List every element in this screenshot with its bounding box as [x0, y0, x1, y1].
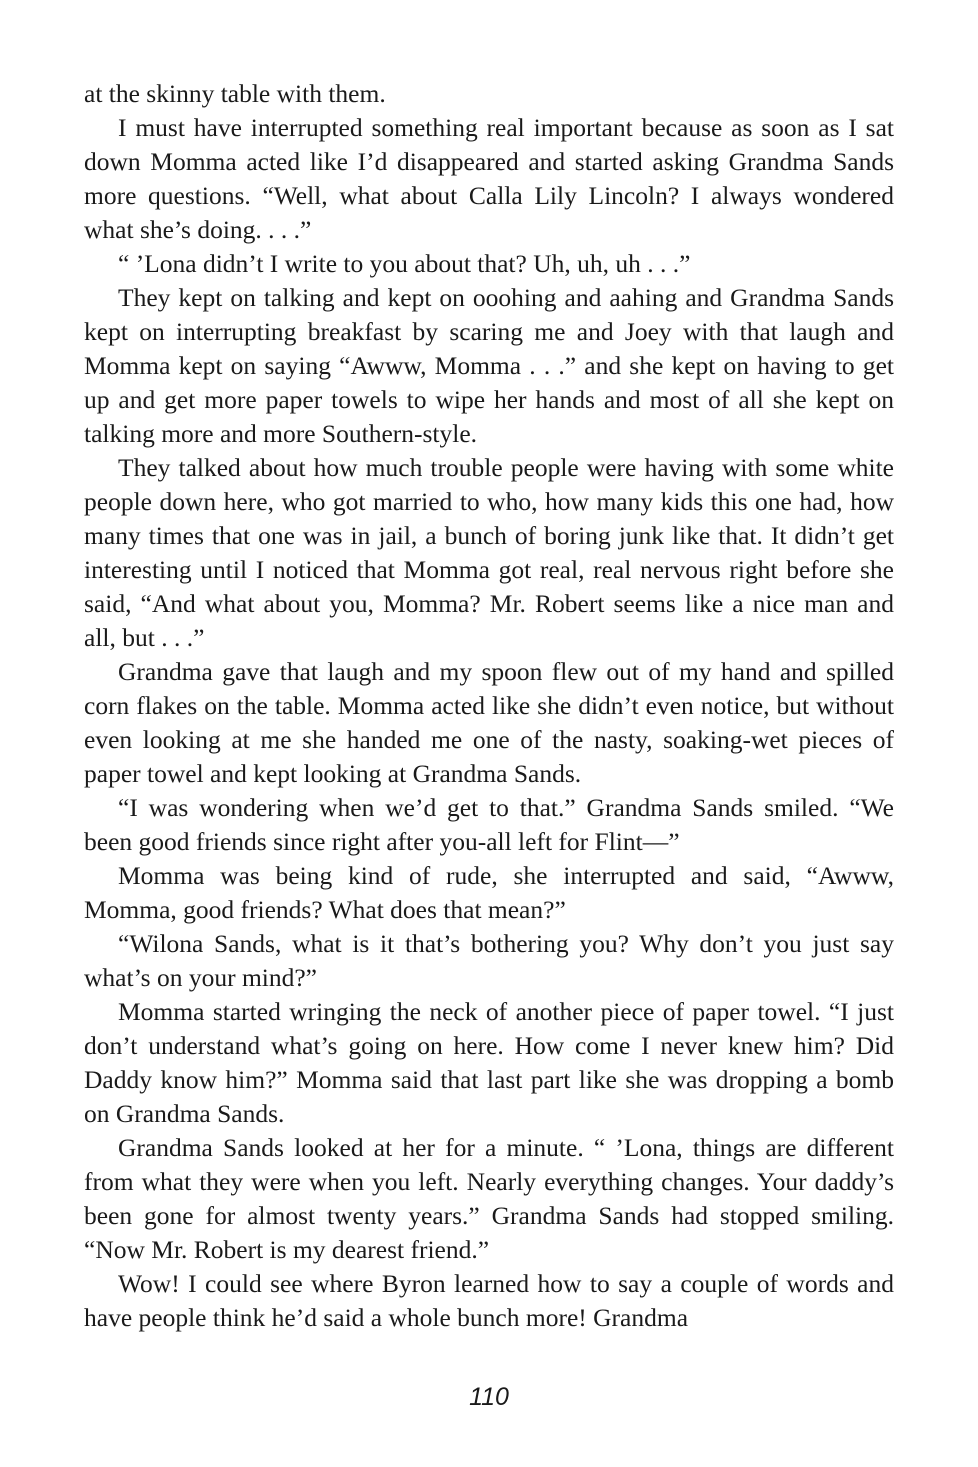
paragraph-4: They kept on talking and kept on ooohing and aahing and Grandma Sands kept on interrupting breakfast by scaring me and Joey with that laugh and Momma kept on saying “Awww, Momma . . .” and she kept on having to get up and get more paper towels to wipe her hands and most of all she kept on talking more and more Southern-style.	[84, 283, 894, 448]
page-number: 110	[469, 1383, 509, 1411]
paragraph-10: Momma started wringing the neck of another piece of paper towel. “I just don’t understand what’s going on here. How come I never knew him? Did Daddy know him?” Momma said that last part like she was dropping a bomb on Grandma Sands.	[84, 997, 894, 1128]
paragraph-9: “Wilona Sands, what is it that’s bothering you? Why don’t you just say what’s on your mind?”	[84, 929, 894, 992]
body-text	[84, 77, 894, 1335]
paragraph-11: Grandma Sands looked at her for a minute. “ ’Lona, things are different from what they were when you left. Nearly everything changes. Your daddy’s been gone for almost twenty years.” Grandma Sands had stopped smiling. “Now Mr. Robert is my dearest friend.”	[84, 1133, 894, 1264]
paragraph-7: “I was wondering when we’d get to that.” Grandma Sands smiled. “We been good friends since right after you-all left for Flint—”	[84, 793, 894, 856]
paragraph-8: Momma was being kind of rude, she interrupted and said, “Awww, Momma, good friends? What does that mean?”	[84, 861, 894, 924]
paragraph-6: Grandma gave that laugh and my spoon flew out of my hand and spilled corn flakes on the table. Momma acted like she didn’t even notice, but without even looking at me she handed me one of the nasty, soaking-wet pieces of paper towel and kept looking at Grandma Sands.	[84, 657, 894, 788]
paragraph-1: at the skinny table with them.	[84, 79, 386, 108]
paragraph-12: Wow! I could see where Byron learned how to say a couple of words and have people think he’d said a whole bunch more! Grandma	[84, 1269, 894, 1332]
paragraph-2: I must have interrupted something real important because as soon as I sat down Momma acted like I’d disappeared and started asking Grandma Sands more questions. “Well, what about Calla Lily Lincoln? I always wondered what she’s doing. . . .”	[84, 113, 894, 244]
paragraph-3: “ ’Lona didn’t I write to you about that? Uh, uh, uh . . .”	[118, 249, 691, 278]
paragraph-5: They talked about how much trouble people were having with some white people down here, who got married to who, how many kids this one had, how many times that one was in jail, a bunch of boring junk like that. It didn’t get interesting until I noticed that Momma got real, real nervous right before she said, “And what about you, Momma? Mr. Robert seems like a nice man and all, but . . .”	[84, 453, 894, 652]
